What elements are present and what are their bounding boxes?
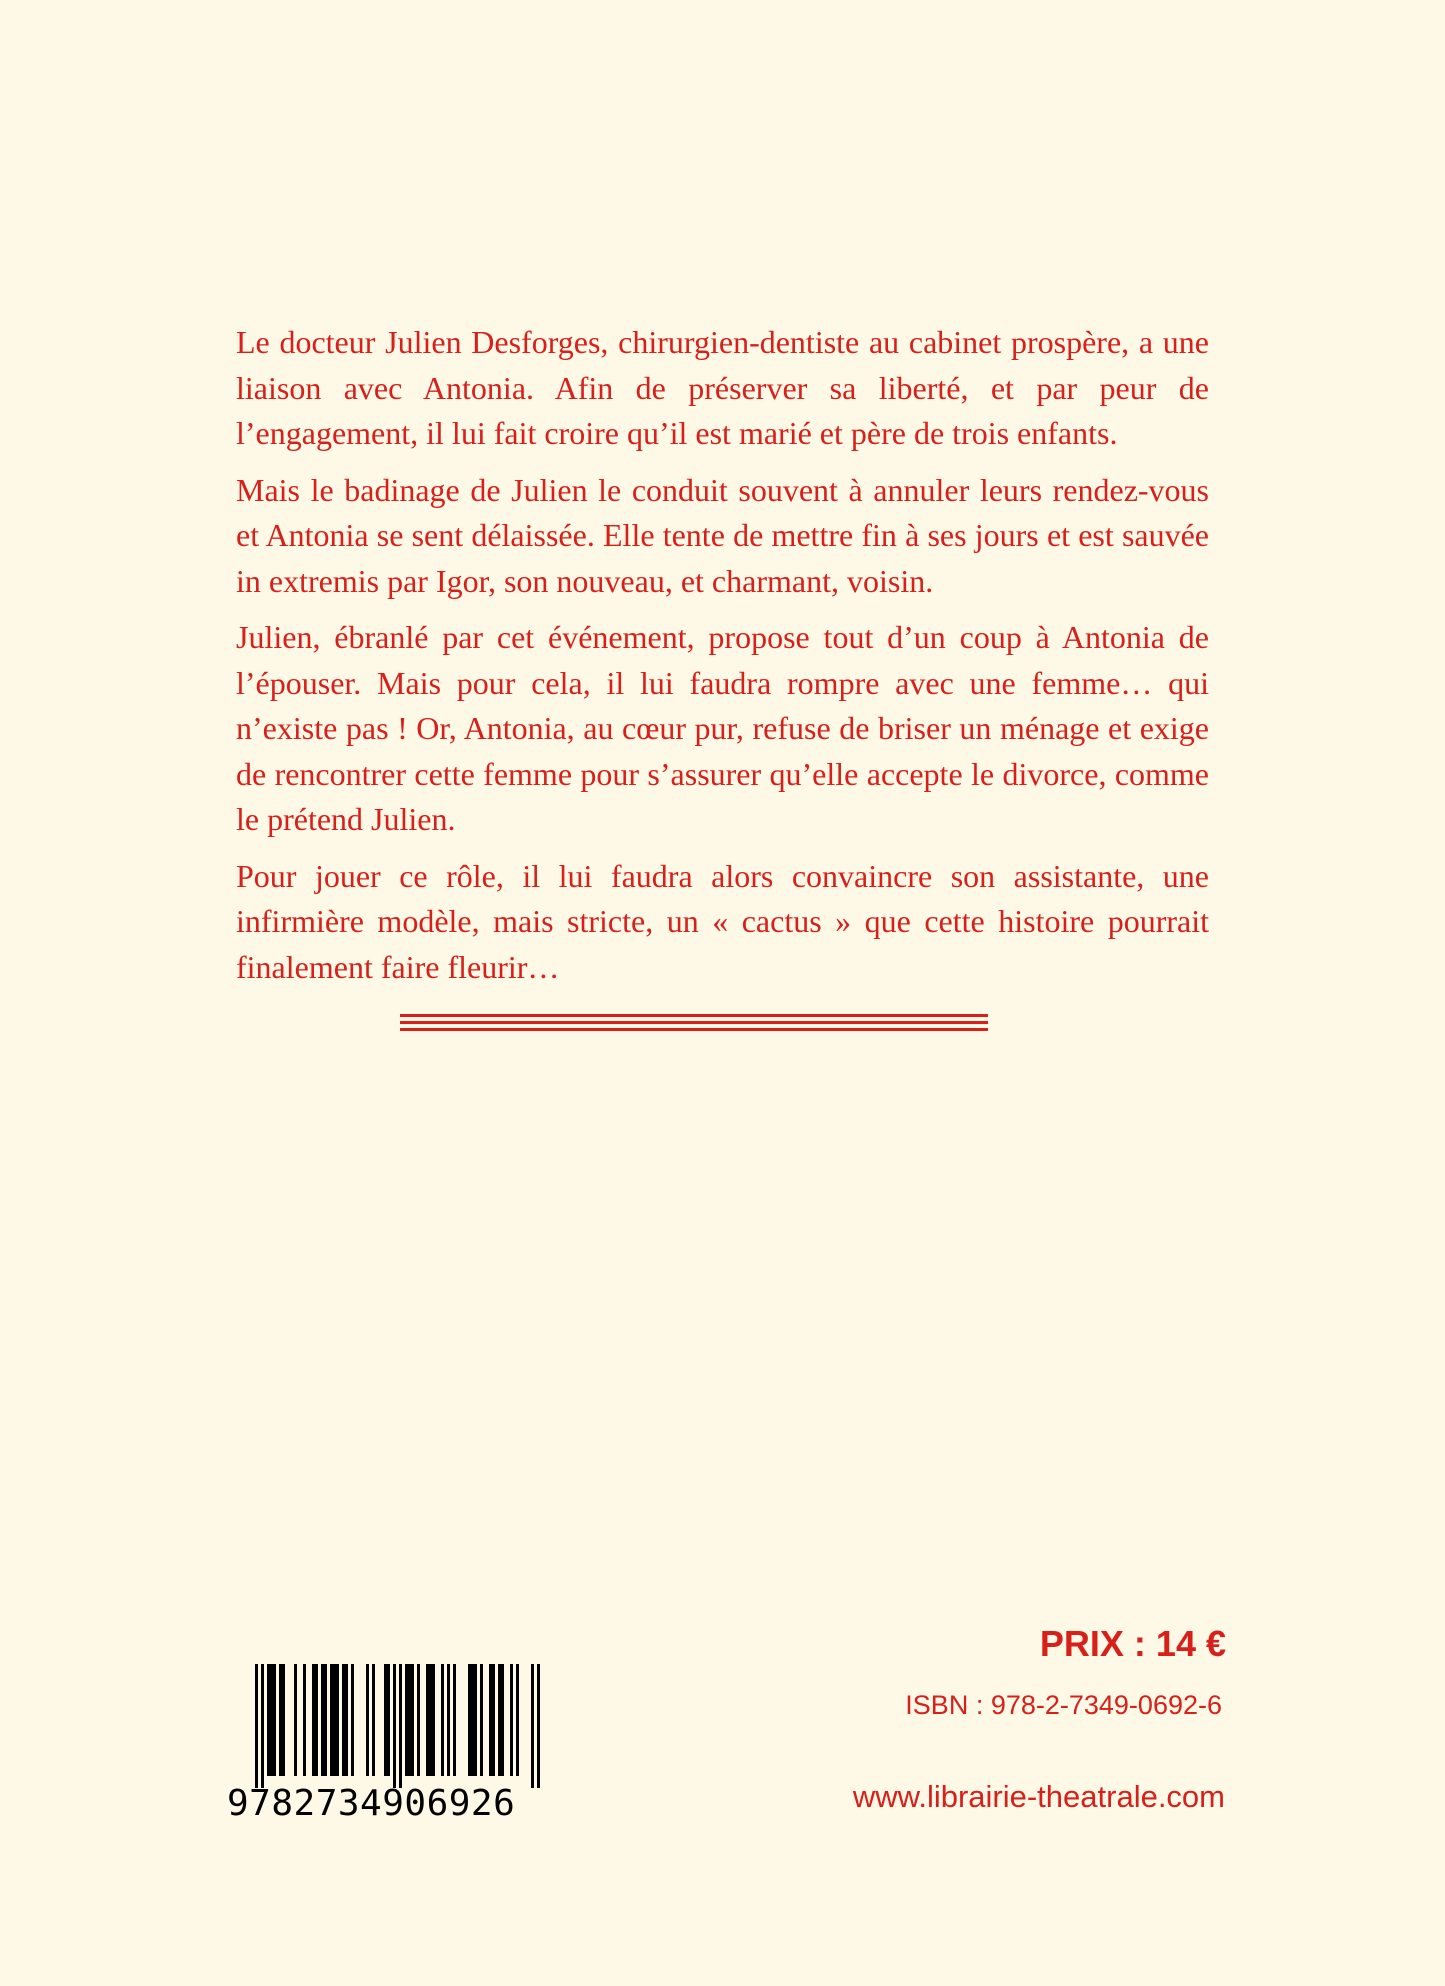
barcode-bar <box>336 1664 339 1776</box>
barcode-bar <box>387 1664 390 1776</box>
barcode-bar <box>342 1664 345 1776</box>
barcode-bar <box>426 1664 429 1776</box>
barcode-bar <box>492 1664 495 1776</box>
blurb-paragraph-4: Pour jouer ce rôle, il lui faudra alors convaincre son assistante, une infirmière modèle, mais stricte, un « cactus » que cette histoire pourrait finalement faire fleurir… <box>236 857 1209 985</box>
barcode-bar <box>537 1664 540 1788</box>
barcode-bar <box>384 1664 387 1776</box>
barcode-bar <box>480 1664 483 1776</box>
barcode-bar <box>294 1664 297 1776</box>
blurb-paragraph-1: Le docteur Julien Desforges, chirurgien-dentiste au cabinet prospère, a une liaison avec Antonia. Afin de préserver sa liberté, et par peur de l’engagement, il lui fait croire qu’il est marié et père de trois enfants. <box>236 324 1209 451</box>
price-label: PRIX : 14 € <box>1039 1623 1226 1664</box>
barcode-bar <box>303 1664 306 1776</box>
barcode-bar <box>429 1664 432 1776</box>
barcode-bar <box>261 1664 264 1788</box>
isbn-barcode <box>227 1664 574 1824</box>
barcode-bar <box>474 1664 477 1776</box>
barcode-bar <box>498 1664 501 1776</box>
barcode-bar <box>282 1664 285 1776</box>
isbn-label: ISBN : 978-2-7349-0692-6 <box>905 1690 1222 1720</box>
barcode-bar <box>453 1664 456 1776</box>
barcode-bar <box>351 1664 354 1776</box>
barcode-bar <box>471 1664 474 1776</box>
barcode-bar <box>270 1664 273 1776</box>
barcode-digits: 9782734906926 <box>227 1783 516 1824</box>
barcode-bars <box>227 1664 574 1788</box>
barcode-bar <box>501 1664 504 1776</box>
blurb-paragraph-2: Mais le badinage de Julien le conduit souvent à annuler leurs rendez-vous et Antonia se sent délaissée. Elle tente de mettre fin à ses jours et est sauvée in extremis par Igor, son nouveau, et charmant, voisin. <box>236 471 1209 599</box>
triple-rule-divider <box>400 1014 988 1032</box>
barcode-bar <box>315 1664 318 1776</box>
barcode-bar <box>324 1664 327 1776</box>
website-url: www.librairie-theatrale.com <box>852 1779 1225 1814</box>
barcode-bar <box>411 1664 414 1776</box>
barcode-bar <box>330 1664 333 1776</box>
divider-line-bottom <box>400 1028 988 1031</box>
barcode-bar <box>489 1664 492 1776</box>
barcode-bar <box>468 1664 471 1776</box>
barcode-bar <box>516 1664 519 1776</box>
barcode-bar <box>333 1664 336 1776</box>
barcode-bar <box>447 1664 450 1776</box>
barcode-bar <box>366 1664 369 1776</box>
barcode-bar <box>267 1664 270 1776</box>
barcode-bar <box>321 1664 324 1776</box>
divider-line-middle <box>400 1021 988 1024</box>
barcode-bar <box>399 1664 402 1788</box>
barcode-bar <box>345 1664 348 1776</box>
blurb-paragraph-3: Julien, ébranlé par cet événement, propose tout d’un coup à Antonia de l’épouser. Mais pour cela, il lui faudra rompre avec une femme… qui n’existe pas ! Or, Antonia, au cœur pur, refuse de briser un ménage et exige de rencontrer cette femme pour s’assurer qu’elle accepte le divorce, comme le prétend Julien. <box>236 619 1209 837</box>
barcode-bar <box>372 1664 375 1776</box>
barcode-bar <box>417 1664 420 1776</box>
barcode-bar <box>531 1664 534 1788</box>
barcode-bar <box>279 1664 282 1776</box>
divider-line-top <box>400 1014 988 1017</box>
barcode-bar <box>441 1664 444 1776</box>
barcode-bar <box>312 1664 315 1776</box>
barcode-bar <box>393 1664 396 1788</box>
barcode-bar <box>273 1664 276 1776</box>
barcode-bar <box>510 1664 513 1776</box>
barcode-bar <box>408 1664 411 1776</box>
back-cover-blurb <box>236 320 1209 1001</box>
barcode-bar <box>405 1664 408 1776</box>
barcode-bar <box>255 1664 258 1788</box>
barcode-bar <box>432 1664 435 1776</box>
